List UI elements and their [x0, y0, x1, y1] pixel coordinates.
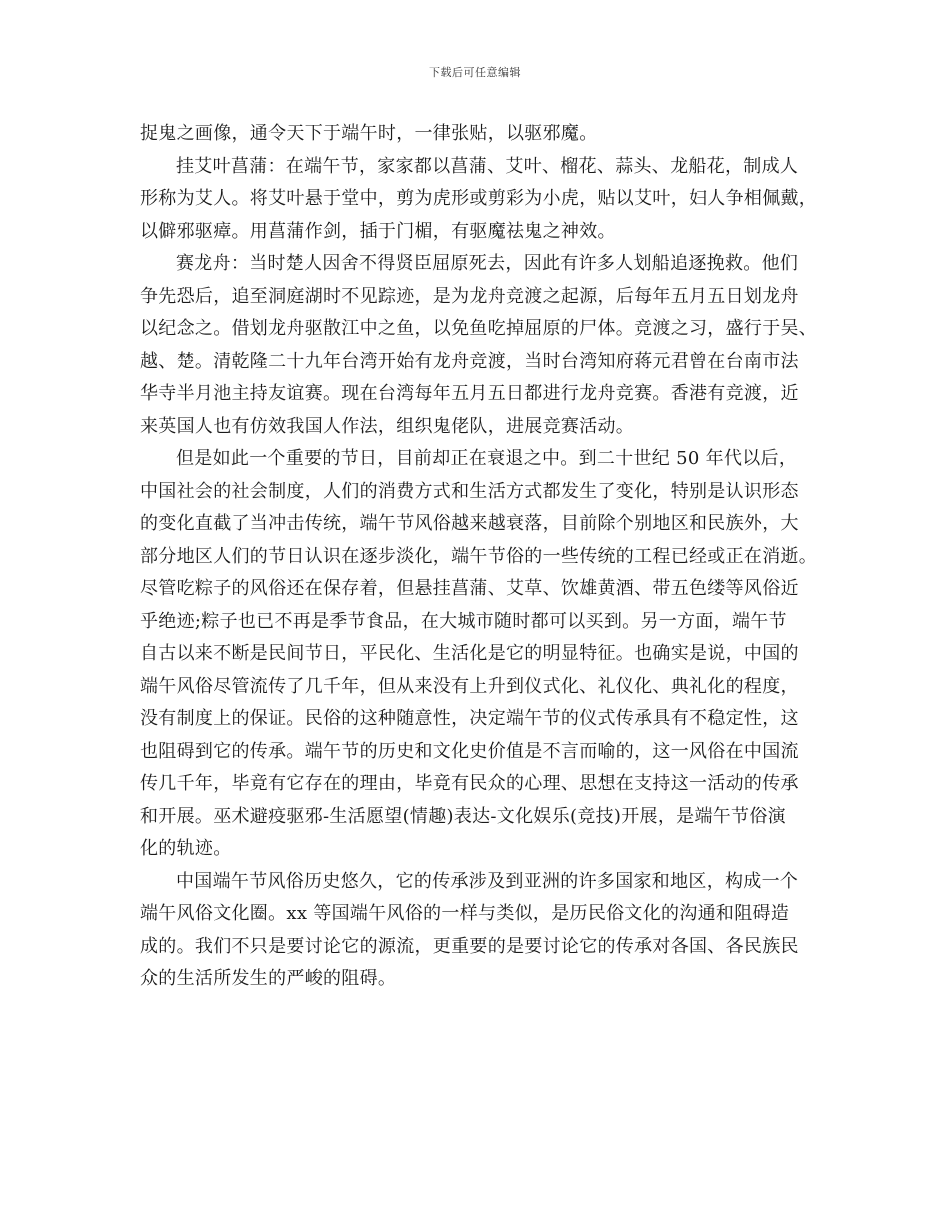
text-line: 众的生活所发生的严峻的阻碍。 [140, 968, 397, 989]
text-line: 华寺半月池主持友谊赛。现在台湾每年五月五日都进行龙舟竞赛。香港有竞渡，近 [140, 383, 799, 404]
paragraph-first-line: 中国端午节风俗历史悠久，它的传承涉及到亚洲的许多国家和地区，构成一个 [176, 870, 799, 892]
text-line: 争先恐后，追至洞庭湖时不见踪迹，是为龙舟竞渡之起源，后每年五月五日划龙舟 [140, 285, 799, 307]
document-body [140, 118, 820, 996]
paragraph-first-line: 赛龙舟：当时楚人因舍不得贤臣屈原死去，因此有许多人划船追逐挽救。他们 [176, 253, 799, 274]
text-line: 端午风俗文化圈。xx 等国端午风俗的一样与类似，是历民俗文化的沟通和阻碍造 [140, 903, 790, 924]
text-line: 传几千年，毕竟有它存在的理由，毕竟有民众的心理、思想在支持这一活动的传承 [140, 773, 799, 794]
text-line: 没有制度上的保证。民俗的这种随意性，决定端午节的仪式传承具有不稳定性，这 [140, 708, 799, 729]
text-line: 和开展。巫术避疫驱邪-生活愿望(情趣)表达-文化娱乐(竞技)开展，是端午节俗演 [140, 805, 786, 827]
text-line: 中国社会的社会制度，人们的消费方式和生活方式都发生了变化，特别是认识形态 [140, 480, 799, 502]
text-line: 也阻碍到它的传承。端午节的历史和文化史价值是不言而喻的，这一风俗在中国流 [140, 740, 799, 762]
text-line: 乎绝迹;粽子也已不再是季节食品，在大城市随时都可以买到。另一方面，端午节 [140, 610, 787, 632]
text-line: 部分地区人们的节日认识在逐步淡化，端午节俗的一些传统的工程已经或正在消逝。 [140, 545, 818, 567]
text-line: 尽管吃粽子的风俗还在保存着，但悬挂菖蒲、艾草、饮雄黄酒、带五色缕等风俗近 [140, 578, 799, 599]
text-line: 以僻邪驱瘴。用菖蒲作剑，插于门楣，有驱魔祛鬼之神效。 [140, 220, 616, 242]
text-line: 化的轨迹。 [140, 838, 232, 859]
paragraph-first-line: 挂艾叶菖蒲：在端午节，家家都以菖蒲、艾叶、榴花、蒜头、龙船花，制成人 [176, 155, 799, 177]
text-line: 捉鬼之画像，通令天下于端午时，一律张贴，以驱邪魔。 [140, 123, 598, 144]
text-line: 端午风俗尽管流传了几千年，但从来没有上升到仪式化、礼仪化、典礼化的程度， [140, 675, 799, 697]
text-line: 形称为艾人。将艾叶悬于堂中，剪为虎形或剪彩为小虎，贴以艾叶，妇人争相佩戴， [140, 188, 818, 209]
paragraph-first-line: 但是如此一个重要的节日，目前却正在衰退之中。到二十世纪 50 年代以后， [176, 448, 798, 469]
text-line: 成的。我们不只是要讨论它的源流，更重要的是要讨论它的传承对各国、各民族民 [140, 935, 799, 957]
text-line: 以纪念之。借划龙舟驱散江中之鱼，以免鱼吃掉屈原的尸体。竞渡之习，盛行于吴、 [140, 318, 818, 339]
page-header: 下载后可任意编辑 [429, 66, 521, 79]
text-line: 来英国人也有仿效我国人作法，组织鬼佬队，进展竞赛活动。 [140, 415, 635, 437]
text-line: 越、楚。清乾隆二十九年台湾开始有龙舟竞渡，当时台湾知府蒋元君曾在台南市法 [140, 350, 799, 372]
text-line: 的变化直截了当冲击传统，端午节风俗越来越衰落，目前除个别地区和民族外，大 [140, 513, 799, 534]
text-line: 自古以来不断是民间节日，平民化、生活化是它的明显特征。也确实是说，中国的 [140, 643, 799, 664]
